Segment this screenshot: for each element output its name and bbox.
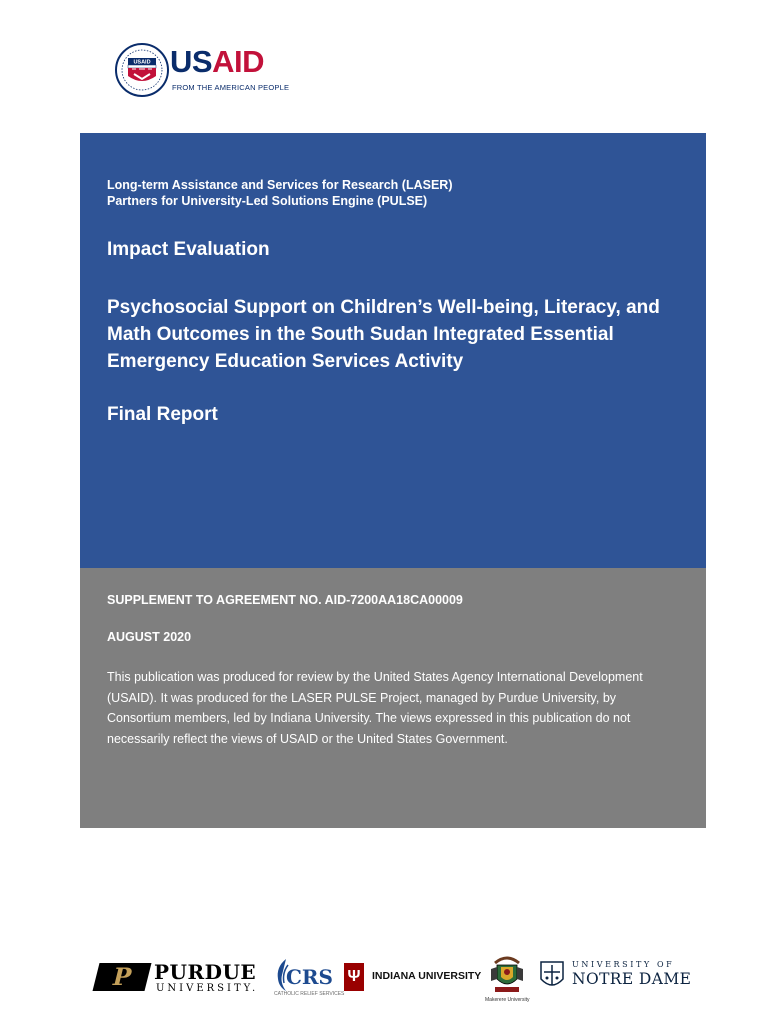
publication-date: AUGUST 2020 — [107, 630, 192, 644]
crs-logo — [272, 955, 345, 999]
crs-name: CRS — [286, 965, 333, 989]
notre-dame-shield-icon — [540, 961, 564, 991]
iu-name: INDIANA UNIVERSITY — [372, 970, 482, 982]
program-names — [107, 177, 452, 209]
purdue-p-icon: P — [93, 963, 152, 991]
makerere-name: Makerere University — [485, 997, 530, 1003]
purdue-university-label: UNIVERSITY. — [156, 983, 259, 994]
usaid-logo — [114, 40, 294, 100]
report-title: Psychosocial Support on Children’s Well-being, Literacy, and Math Outcomes in the South Sudan Integrated Essential Emergency Education Services Activity — [107, 297, 660, 372]
document-type: Impact Evaluation — [107, 239, 270, 260]
usaid-seal-icon — [114, 42, 170, 98]
disclaimer-text: This publication was produced for review by the United States Agency International Development (USAID). It was produced for the LASER PULSE Project, managed by Purdue University, by Consortium members, led by Indiana University. The views expressed in this publication do not necessarily reflect the views of USAID or the United States Government. — [107, 670, 643, 746]
purdue-logo — [96, 961, 266, 997]
usaid-seal-text: USAID — [133, 59, 151, 66]
partner-logos — [0, 945, 770, 1005]
program-line-pulse: Partners for University-Led Solutions Engine (PULSE) — [107, 194, 428, 208]
iu-trident-icon: Ψ — [344, 963, 364, 991]
cover-title-panel — [80, 133, 706, 568]
usaid-tagline: FROM THE AMERICAN PEOPLE — [172, 83, 290, 92]
usaid-word-us: US — [170, 44, 213, 79]
indiana-university-logo — [344, 963, 484, 993]
usaid-word-aid: AID — [212, 44, 264, 79]
notre-dame-university-of: UNIVERSITY OF — [572, 960, 675, 969]
cover-details-panel — [80, 568, 706, 828]
agreement-number: SUPPLEMENT TO AGREEMENT NO. AID-7200AA18CA00009 — [107, 593, 463, 607]
makerere-crest-icon — [487, 953, 527, 997]
makerere-logo — [485, 953, 530, 1005]
crs-subtitle: CATHOLIC RELIEF SERVICES — [274, 991, 345, 997]
program-line-laser: Long-term Assistance and Services for Research (LASER) — [107, 178, 453, 192]
notre-dame-logo — [540, 959, 692, 995]
usaid-wordmark — [170, 46, 264, 77]
report-type: Final Report — [107, 404, 218, 425]
purdue-name: PURDUE — [154, 960, 257, 984]
notre-dame-name: NOTRE DAME — [572, 970, 692, 988]
